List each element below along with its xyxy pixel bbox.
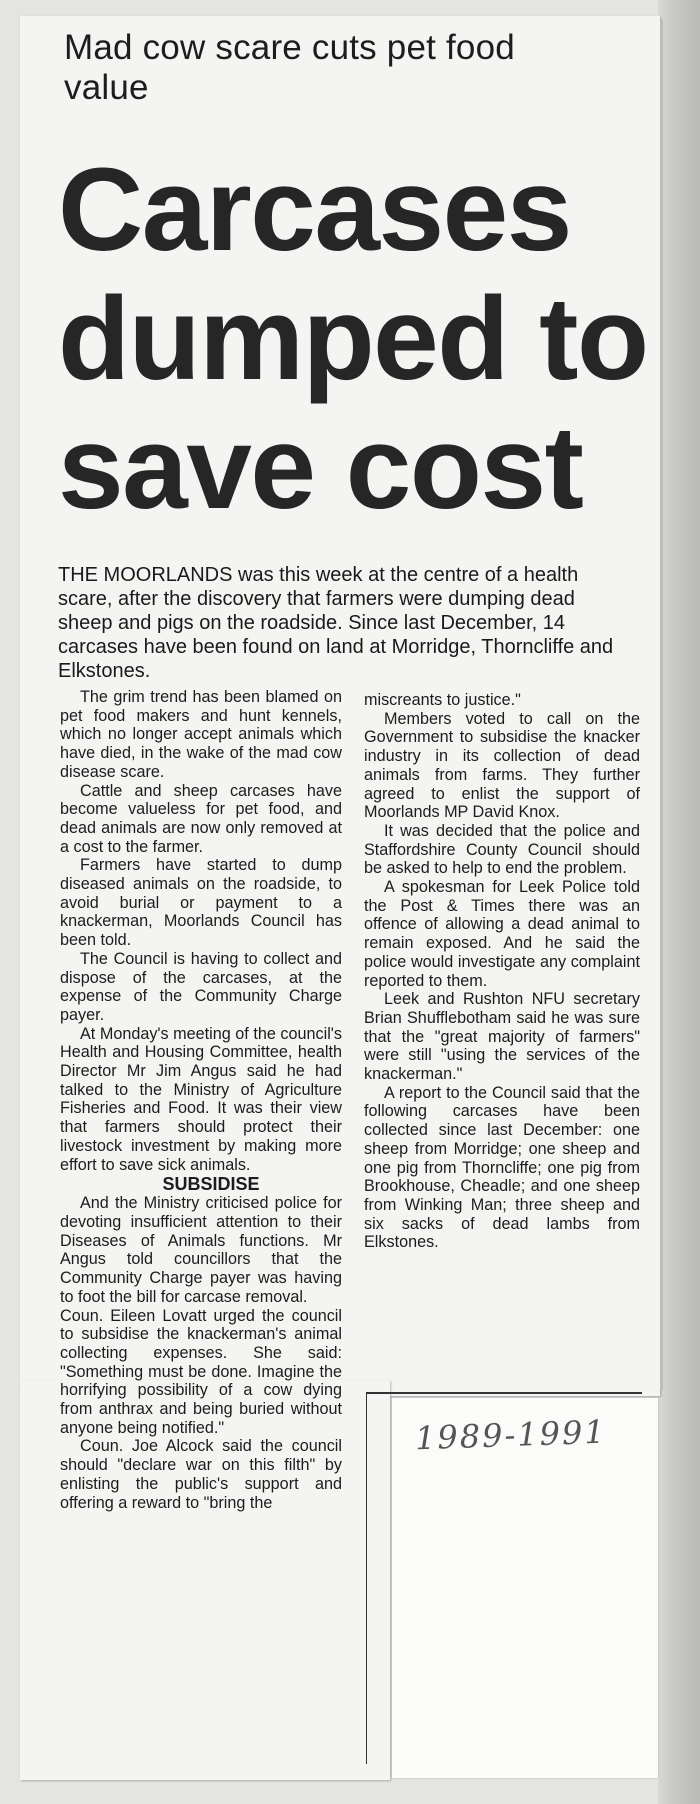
intro-paragraph: THE MOORLANDS was this week at the centre of a health scare, after the discovery that farmers were dumping dead sheep and pigs on the roadside. Since last December, 14 carcases have been found on land at Morridge, Thorncliffe and Elkstones. xyxy=(58,564,614,682)
paragraph: A spokesman for Leek Police told the Post & Times there was an offence of allowing a dead animal to remain exposed. And he said the police would investigate any complaint reported to them. xyxy=(364,878,640,990)
paragraph: Farmers have started to dump diseased animals on the roadside, to avoid burial or payment to a knackerman, Moorlands Council has been told. xyxy=(60,856,342,950)
paragraph: A report to the Council said that the following carcases have been collected since last December: one sheep from Morridge; one sheep and one pig from Thorncliffe; one pig from Brookhouse, Cheadle; and one sheep from Winking Man; three sheep and six sacks of dead lambs from Elkstones. xyxy=(364,1083,640,1252)
article-column-left xyxy=(60,688,342,1512)
column-end-rule xyxy=(366,1392,642,1394)
main-headline: Carcases dumped to save cost xyxy=(58,144,648,534)
paragraph: Cattle and sheep carcases have become valueless for pet food, and dead animals are now only removed at a cost to the farmer. xyxy=(60,781,342,856)
paragraph: Members voted to call on the Government to subsidise the knacker industry in its collection of dead animals from farms. They further agreed to enlist the support of Moorlands MP David Knox. xyxy=(364,709,640,822)
scan-background-edge xyxy=(658,0,700,1804)
paragraph: Coun. Eileen Lovatt urged the council to subsidise the knackerman's animal collecting expenses. She said: "Something must be done. Imagine the horrifying possibility of a cow dying from anthrax and being buried without anyone being notified." xyxy=(60,1306,342,1437)
column-divider-rule xyxy=(366,1394,367,1764)
paragraph: miscreants to justice." xyxy=(364,691,521,709)
paragraph: And the Ministry criticised police for devoting insufficient attention to their Diseases of Animals functions. Mr Angus told councillors that the Community Charge payer was having to foot the bill for carcase removal. xyxy=(60,1194,342,1306)
paragraph: At Monday's meeting of the council's Health and Housing Committee, health Director Mr Jim Angus said he had talked to the Ministry of Agriculture Fisheries and Food. It was their view that farmers should protect their livestock investment by making more effort to save sick animals. xyxy=(60,1024,342,1174)
paragraph: Leek and Rushton NFU secretary Brian Shufflebotham said he was sure that the "great majority of farmers" were still "using the services of the knackerman." xyxy=(364,990,640,1084)
paper-edge-shadow xyxy=(660,20,663,1390)
kicker-headline: Mad cow scare cuts pet food value xyxy=(64,28,515,107)
paragraph: Coun. Joe Alcock said the council should "declare war on this filth" by enlisting the public's support and offering a reward to "bring the xyxy=(60,1437,342,1512)
paragraph: It was decided that the police and Staffordshire County Council should be asked to help to end the problem. xyxy=(364,821,640,878)
paragraph: The grim trend has been blamed on pet food makers and hunt kennels, which no longer accept animals which have died, in the wake of the mad cow disease scare. xyxy=(60,688,342,781)
article-column-right xyxy=(364,691,640,1252)
paragraph: The Council is having to collect and dispose of the carcases, at the expense of the Community Charge payer. xyxy=(60,949,342,1024)
handwritten-date: 1989-1991 xyxy=(414,1412,608,1458)
subheading: SUBSIDISE xyxy=(162,1174,260,1195)
